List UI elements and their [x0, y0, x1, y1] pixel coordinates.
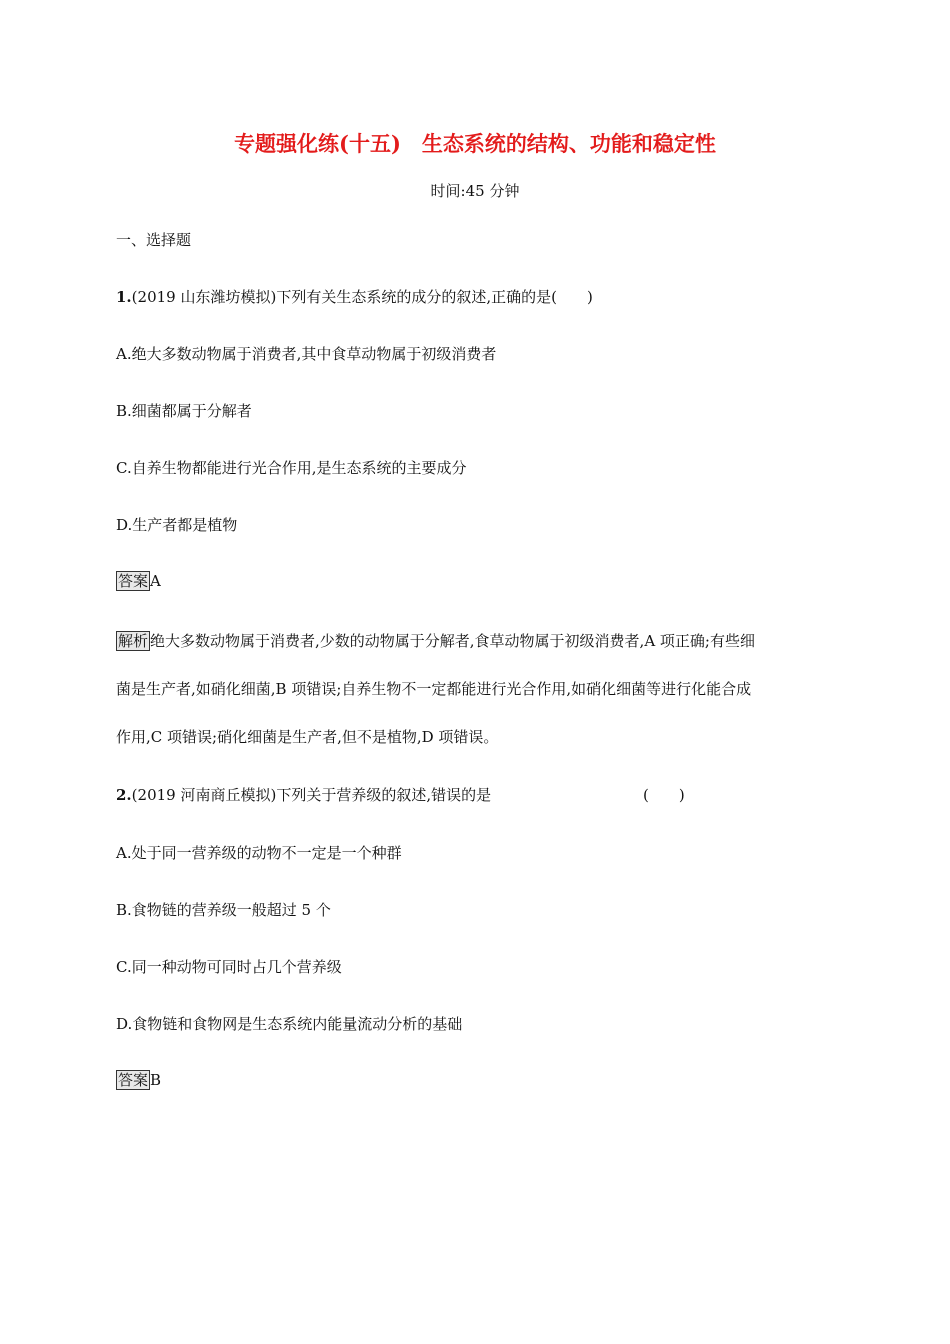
question-2-text: (2019 河南商丘模拟)下列关于营养级的叙述,错误的是 [131, 786, 492, 804]
question-1-analysis-line-2: 菌是生产者,如硝化细菌,B 项错误;自养生物不一定都能进行光合作用,如硝化细菌等进行化能合成 [116, 680, 752, 698]
answer-value: B [150, 1071, 162, 1089]
answer-label: 答案 [118, 572, 149, 590]
section-heading: 一、选择题 [116, 231, 192, 249]
time-limit: 时间:45 分钟 [430, 182, 520, 200]
question-1-answer [116, 571, 161, 591]
answer-value: A [150, 572, 161, 590]
analysis-label: 解析 [118, 632, 149, 650]
question-1-option-b: B.细菌都属于分解者 [116, 402, 252, 420]
question-1-stem [116, 286, 593, 307]
answer-label: 答案 [118, 1071, 149, 1089]
question-2-stem [116, 784, 491, 805]
analysis-text-1: 绝大多数动物属于消费者,少数的动物属于分解者,食草动物属于初级消费者,A 项正确;有些细 [150, 632, 755, 650]
question-1-analysis-line-3: 作用,C 项错误;硝化细菌是生产者,但不是植物,D 项错误。 [116, 728, 499, 746]
question-2-answer-bracket: ( ) [643, 786, 685, 804]
question-1-option-d: D.生产者都是植物 [116, 516, 238, 534]
question-2-option-c: C.同一种动物可同时占几个营养级 [116, 958, 342, 976]
question-2-number: 2. [116, 786, 132, 804]
question-1-option-a: A.绝大多数动物属于消费者,其中食草动物属于初级消费者 [116, 345, 497, 363]
question-1-number: 1. [116, 288, 132, 306]
page-title: 专题强化练(十五) 生态系统的结构、功能和稳定性 [234, 131, 716, 156]
question-1-option-c: C.自养生物都能进行光合作用,是生态系统的主要成分 [116, 459, 467, 477]
question-1-analysis-line-1 [116, 630, 755, 651]
question-2-option-b: B.食物链的营养级一般超过 5 个 [116, 901, 331, 919]
question-2-option-d: D.食物链和食物网是生态系统内能量流动分析的基础 [116, 1015, 463, 1033]
question-2-option-a: A.处于同一营养级的动物不一定是一个种群 [116, 844, 402, 862]
question-1-text: (2019 山东潍坊模拟)下列有关生态系统的成分的叙述,正确的是( ) [131, 288, 593, 306]
question-2-answer [116, 1070, 161, 1090]
